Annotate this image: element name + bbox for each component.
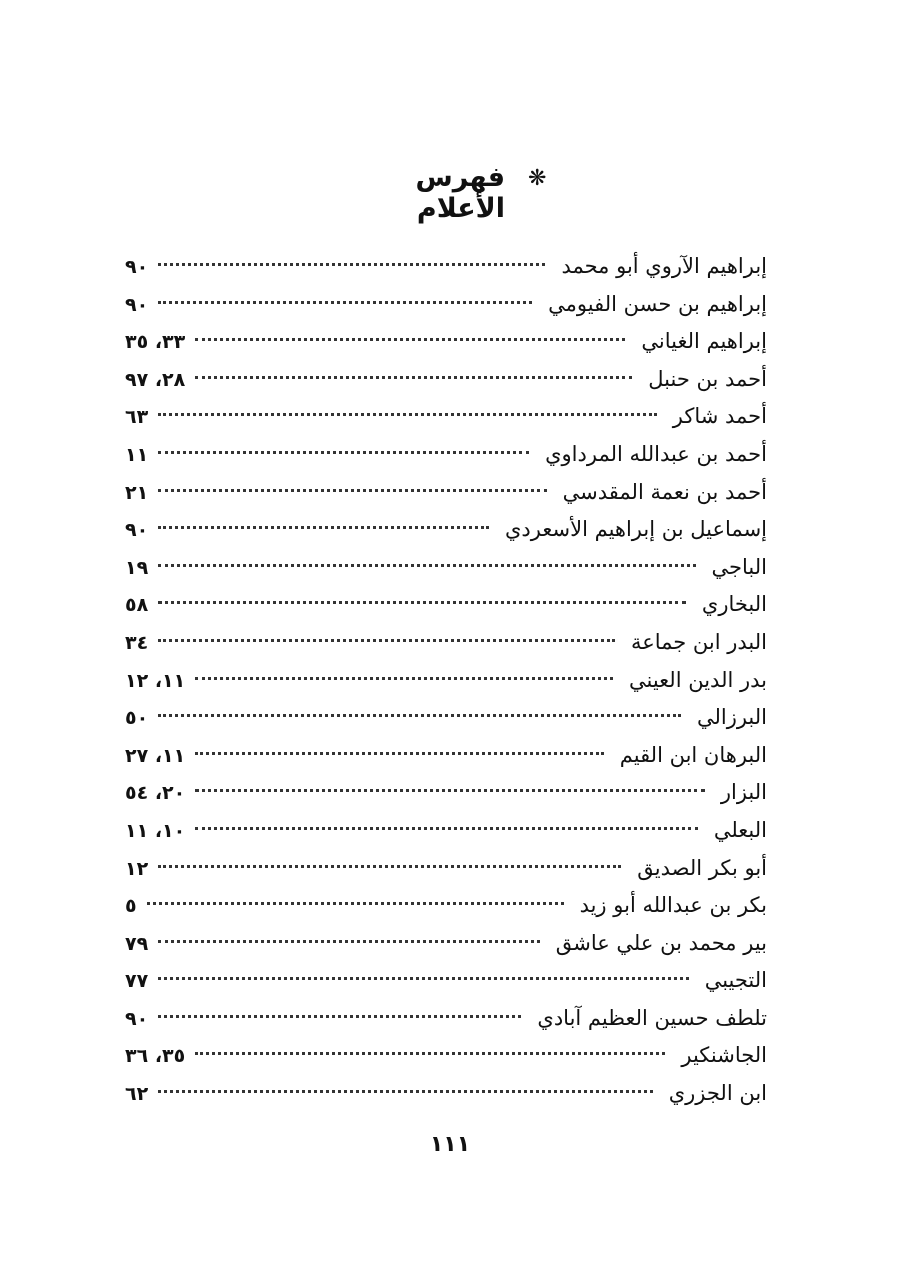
- entry-name: البرزالي: [696, 705, 767, 730]
- entry-name: البرهان ابن القيم: [619, 742, 767, 767]
- entry-pages: ٧٩: [125, 932, 149, 955]
- page-title: فهرس الأعلام: [415, 162, 505, 224]
- dot-leader: [158, 1090, 653, 1093]
- entry-pages: ٣٣، ٣٥: [125, 331, 186, 354]
- entry-name: البخاري: [701, 592, 767, 617]
- entry-pages: ٢٠، ٥٤: [125, 782, 186, 805]
- entry-pages: ٢١: [125, 481, 149, 504]
- dot-leader: [195, 677, 613, 680]
- entry-pages: ٩٠: [125, 1007, 149, 1030]
- index-entry: [125, 1037, 767, 1075]
- dot-leader: [158, 526, 489, 529]
- dot-leader: [195, 752, 604, 755]
- entry-pages: ١٩: [125, 556, 149, 579]
- entry-pages: ٩٠: [125, 293, 149, 316]
- dot-leader: [158, 601, 686, 604]
- dot-leader: [158, 865, 621, 868]
- entry-pages: ٥٠: [125, 707, 149, 730]
- dot-leader: [158, 940, 540, 943]
- dot-leader: [158, 977, 688, 980]
- index-entry: [125, 887, 767, 925]
- entry-pages: ٦٣: [125, 406, 149, 429]
- index-entry: [125, 850, 767, 888]
- entry-name: أحمد شاكر: [672, 404, 767, 429]
- entry-pages: ٦٢: [125, 1083, 149, 1106]
- dot-leader: [158, 714, 681, 717]
- index-entry: [125, 925, 767, 963]
- index-entry: [125, 586, 767, 624]
- entry-name: إبراهيم الغياني: [641, 329, 767, 354]
- index-entry: [125, 774, 767, 812]
- page-number: ١١١: [429, 1132, 471, 1157]
- dot-leader: [195, 1052, 665, 1055]
- entry-pages: ١٠، ١١: [125, 819, 186, 842]
- entry-name: بير محمد بن علي عاشق: [555, 930, 767, 955]
- entry-name: بدر الدين العيني: [629, 667, 767, 692]
- index-entry-list: [125, 248, 767, 1113]
- entry-name: الباجي: [711, 554, 767, 579]
- entry-name: أحمد بن عبدالله المرداوي: [545, 441, 767, 466]
- dot-leader: [158, 564, 695, 567]
- entry-name: التجيبي: [704, 968, 767, 993]
- entry-pages: ٣٤: [125, 631, 149, 654]
- entry-pages: ٥: [125, 895, 137, 918]
- dot-leader: [158, 489, 546, 492]
- entry-name: البدر ابن جماعة: [630, 629, 767, 654]
- dot-leader: [158, 451, 529, 454]
- dot-leader: [158, 1015, 521, 1018]
- index-entry: [125, 1075, 767, 1113]
- index-entry: [125, 361, 767, 399]
- index-entry: [125, 511, 767, 549]
- index-header: [0, 158, 900, 224]
- dot-leader: [195, 789, 705, 792]
- index-entry: [125, 398, 767, 436]
- index-entry: [125, 812, 767, 850]
- entry-pages: ١١: [125, 443, 149, 466]
- index-entry: [125, 474, 767, 512]
- index-entry: [125, 1000, 767, 1038]
- entry-name: ابن الجزري: [668, 1081, 767, 1106]
- entry-pages: ٣٥، ٣٦: [125, 1045, 186, 1068]
- dot-leader: [147, 902, 564, 905]
- entry-name: إبراهيم الآروي أبو محمد: [561, 254, 767, 278]
- dot-leader: [195, 376, 632, 379]
- entry-name: البعلي: [713, 817, 767, 842]
- index-entry: [125, 436, 767, 474]
- entry-name: أحمد بن نعمة المقدسي: [562, 479, 767, 504]
- index-entry: [125, 699, 767, 737]
- entry-pages: ٧٧: [125, 970, 149, 993]
- index-entry: [125, 286, 767, 324]
- index-entry: [125, 962, 767, 1000]
- index-entry: [125, 624, 767, 662]
- index-entry: [125, 323, 767, 361]
- entry-pages: ٢٨، ٩٧: [125, 368, 186, 391]
- dot-leader: [158, 301, 532, 304]
- entry-pages: ١١، ١٢: [125, 669, 186, 692]
- index-entry: [125, 662, 767, 700]
- dot-leader: [195, 827, 698, 830]
- index-entry: [125, 737, 767, 775]
- entry-name: تلطف حسين العظيم آبادي: [537, 1005, 767, 1030]
- entry-pages: ٩٠: [125, 256, 149, 278]
- dot-leader: [158, 263, 545, 266]
- entry-pages: ٥٨: [125, 594, 149, 617]
- entry-pages: ١١، ٢٧: [125, 744, 186, 767]
- index-entry: [125, 549, 767, 587]
- dot-leader: [158, 639, 615, 642]
- dot-leader: [158, 413, 657, 416]
- entry-pages: ٩٠: [125, 519, 149, 542]
- index-entry: [125, 248, 767, 286]
- entry-name: إبراهيم بن حسن الفيومي: [548, 291, 767, 316]
- dot-leader: [195, 338, 625, 341]
- entry-name: بكر بن عبدالله أبو زيد: [579, 893, 767, 918]
- entry-name: أبو بكر الصديق: [637, 855, 767, 880]
- entry-name: أحمد بن حنبل: [648, 366, 767, 391]
- asterisk-ornament-icon: ❋: [528, 166, 547, 191]
- entry-name: الجاشنكير: [681, 1043, 767, 1068]
- entry-name: البزار: [720, 780, 767, 805]
- entry-name: إسماعيل بن إبراهيم الأسعردي: [505, 517, 767, 542]
- entry-pages: ١٢: [125, 857, 149, 880]
